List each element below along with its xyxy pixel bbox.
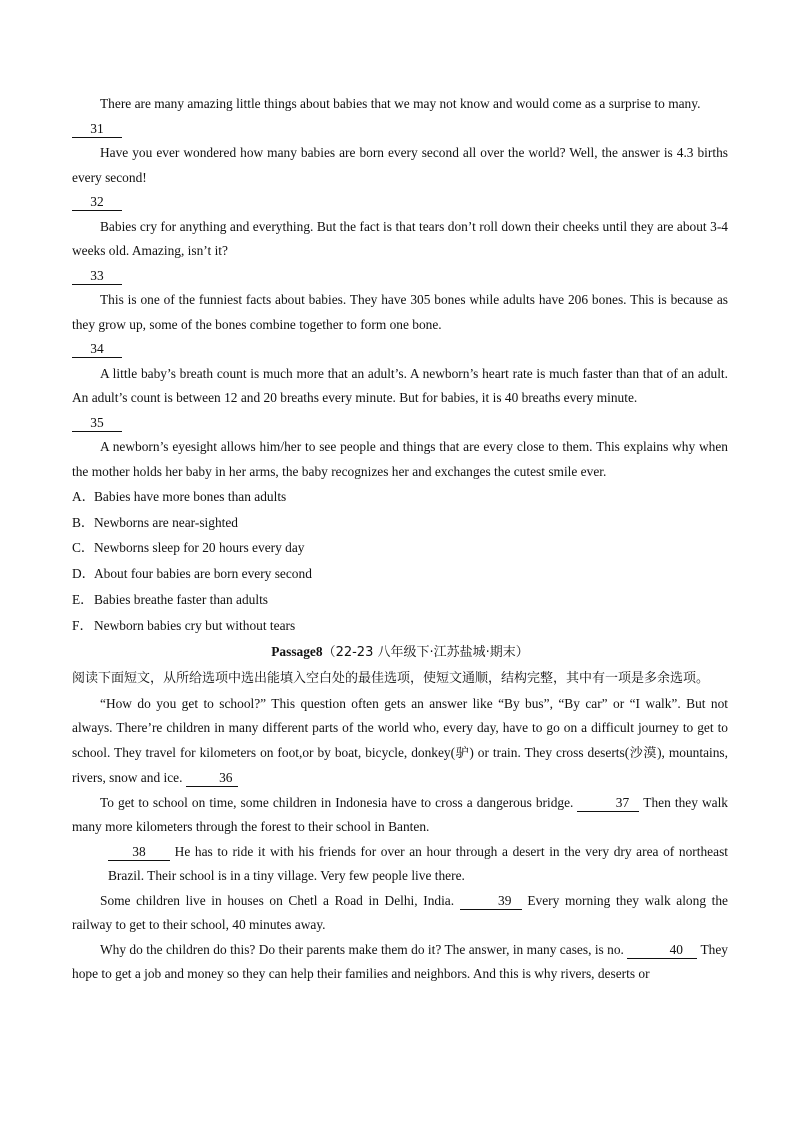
passage8-instruction: 阅读下面短文，从所给选项中选出能填入空白处的最佳选项，使短文通顺，结构完整，其中有一项是多余选项。 — [72, 671, 710, 687]
blank-32[interactable]: 32 — [72, 194, 122, 211]
option-text: Babies breathe faster than adults — [94, 591, 269, 607]
blank-40[interactable]: 40 — [627, 942, 697, 959]
option-e[interactable] — [72, 587, 728, 613]
item-35-text: A newborn’s eyesight allows him/her to see people and things that are every close to them. This explains why when the mother holds her baby in her arms, the baby recognizes her and exchanges the cutest smile ever. — [72, 439, 728, 479]
passage7-intro: There are many amazing little things about babies that we may not know and would come as a surprise to many. — [100, 96, 701, 111]
blank-38[interactable]: 38 — [108, 844, 170, 861]
passage8-source: （22-23 八年级下·江苏盐城·期末） — [322, 645, 529, 661]
p4-text-after: Every morning they walk along the railway to get to their school, 40 minutes away. — [72, 892, 728, 933]
option-a[interactable] — [72, 484, 728, 510]
option-b[interactable] — [72, 510, 728, 536]
passage8-paragraph-5 — [72, 938, 728, 987]
passage7-item-34 — [72, 337, 728, 411]
option-f[interactable] — [72, 613, 728, 639]
p1-text-2: ) or train. They cross deserts( — [469, 744, 630, 760]
blank-33[interactable]: 33 — [72, 268, 122, 285]
passage8-paragraph-2 — [72, 791, 728, 840]
option-c[interactable] — [72, 535, 728, 561]
item-33-text: This is one of the funniest facts about babies. They have 305 bones while adults have 206 bones. This is because as they grow up, some of the bones combine together to form one bone. — [72, 292, 728, 332]
p1-cn-desert: 沙漠 — [629, 745, 658, 761]
p5-text-before: Why do the children do this? Do their parents make them do it? The answer, in many cases, is no. — [100, 941, 624, 957]
p3-text-after: He has to ride it with his friends for over an hour through a desert in the very dry area of northeast Brazil. Their school is in a tiny village. Very few people live there. — [108, 843, 728, 884]
option-text: Newborns are near-sighted — [94, 514, 238, 530]
blank-34[interactable]: 34 — [72, 341, 122, 358]
option-text: Newborns sleep for 20 hours every day — [94, 540, 305, 556]
passage7-item-33 — [72, 264, 728, 338]
option-letter: A． — [72, 489, 96, 504]
p5-text-after: They hope to get a job and money so they can help their families and neighbors. And this is why rivers, deserts or — [72, 941, 728, 982]
option-letter: F． — [72, 617, 93, 633]
p2-text-before: To get to school on time, some children in Indonesia have to cross a dangerous bridge. — [100, 794, 574, 810]
option-letter: B． — [72, 514, 95, 530]
option-text: About four babies are born every second — [94, 566, 312, 582]
blank-31[interactable]: 31 — [72, 121, 122, 138]
passage8-heading — [72, 638, 728, 667]
option-d[interactable] — [72, 561, 728, 587]
p4-text-before: Some children live in houses on Chetl a Road in Delhi, India. — [100, 892, 455, 908]
passage8-paragraph-1 — [72, 692, 728, 791]
p1-cn-donkey: 驴 — [455, 745, 470, 761]
blank-36[interactable]: 36 — [186, 770, 238, 787]
option-letter: C． — [72, 540, 95, 556]
p1-text: “How do you get to school?” This question often gets an answer like “By bus”, “By car” or “I walk”. But not always. There’re children in many different parts of the world who, every day, have to go on a difficult journey to get to school. They travel for kilometers on foot,or by boat, bicycle, donkey( — [72, 695, 728, 760]
blank-37[interactable]: 37 — [577, 795, 639, 812]
passage7-item-31 — [72, 117, 728, 191]
item-34-text: A little baby’s breath count is much more that an adult’s. A newborn’s heart rate is much faster than that of an adult. An adult’s count is between 12 and 20 breaths every minute. But for babies, it is 40 breaths every minute. — [72, 365, 728, 405]
blank-39[interactable]: 39 — [460, 893, 522, 910]
item-31-text: Have you ever wondered how many babies are born every second all over the world? Well, the answer is 4.3 births every second! — [72, 145, 728, 185]
passage7-item-35 — [72, 411, 728, 485]
document-page — [72, 92, 728, 987]
passage8-paragraph-3 — [72, 840, 728, 889]
option-letter: D． — [72, 566, 96, 582]
p2-text-after: Then they walk many more kilometers through the forest to their school in Banten. — [72, 794, 729, 835]
option-letter: E． — [72, 591, 94, 607]
p1-text-3: ), mountains, rivers, snow and ice. — [72, 744, 728, 786]
passage8-title: Passage8 — [271, 644, 323, 660]
passage8-paragraph-4 — [72, 889, 728, 938]
option-text: Newborn babies cry but without tears — [94, 617, 296, 633]
blank-35[interactable]: 35 — [72, 415, 122, 432]
passage7-item-32 — [72, 190, 728, 264]
option-text: Babies have more bones than adults — [94, 489, 287, 504]
options-list — [72, 484, 728, 638]
item-32-text: Babies cry for anything and everything. But the fact is that tears don’t roll down their cheeks until they are about 3-4 weeks old. Amazing, isn’t it? — [72, 218, 728, 258]
